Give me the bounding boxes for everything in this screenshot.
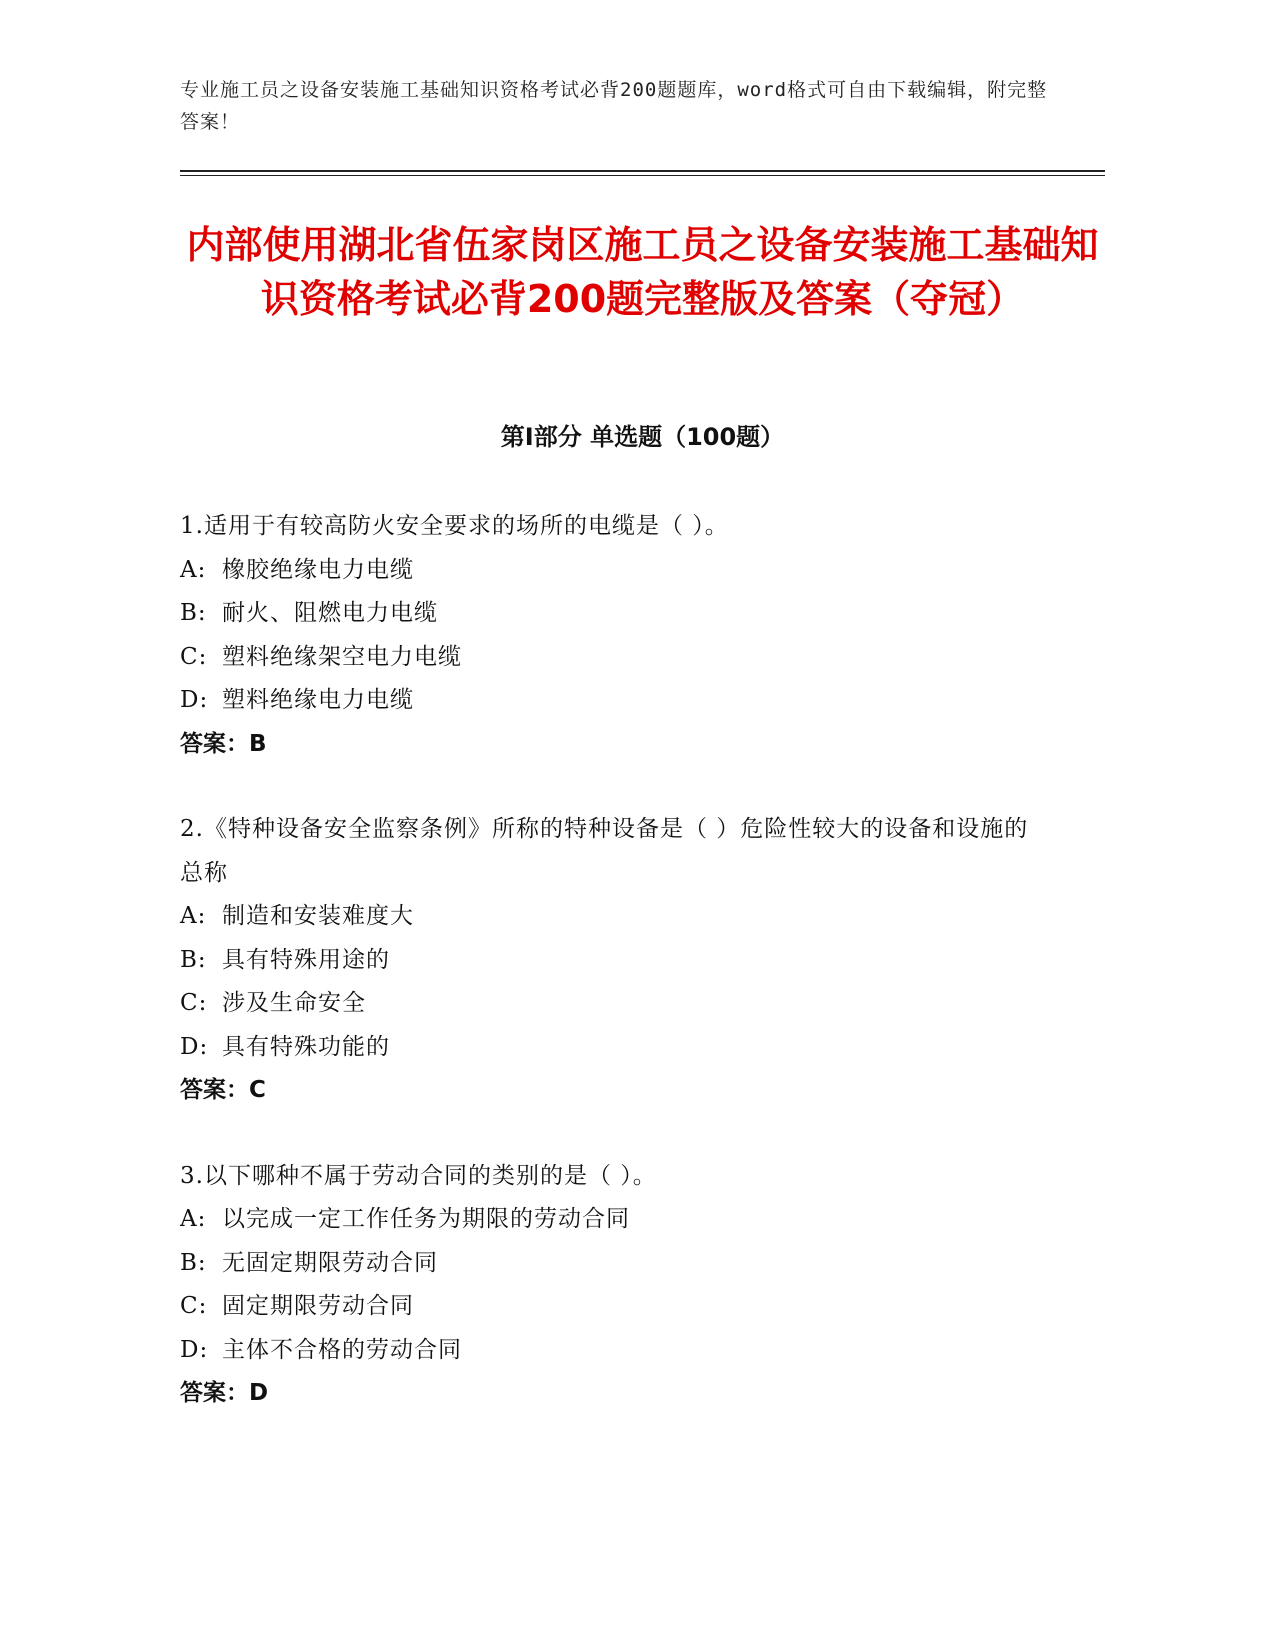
section-heading: 第Ⅰ部分 单选题（100题）	[500, 423, 785, 451]
answer-line: 答案：D	[180, 1380, 269, 1406]
answer-line: 答案：C	[180, 1077, 266, 1103]
option-b	[180, 939, 1040, 983]
question-1	[180, 505, 1040, 766]
option-c	[180, 982, 1040, 1026]
option-letter: D:	[180, 687, 209, 713]
option-letter: A:	[180, 903, 207, 929]
option-b	[180, 592, 1040, 636]
option-letter: C:	[180, 990, 208, 1016]
option-text: 无固定期限劳动合同	[222, 1249, 438, 1276]
question-3	[180, 1155, 1040, 1416]
option-text: 制造和安装难度大	[222, 903, 414, 929]
option-a	[180, 895, 1040, 939]
option-a	[180, 1198, 1040, 1242]
option-c	[180, 1285, 1040, 1329]
option-text: 具有特殊用途的	[222, 946, 390, 973]
question-list	[180, 505, 1040, 1458]
question-stem: 3.以下哪种不属于劳动合同的类别的是（ ）。	[180, 1162, 657, 1189]
option-text: 主体不合格的劳动合同	[222, 1336, 462, 1363]
option-text: 塑料绝缘电力电缆	[222, 687, 414, 713]
option-letter: B:	[180, 1249, 207, 1276]
option-d	[180, 679, 1040, 723]
option-text: 耐火、阻燃电力电缆	[222, 600, 438, 626]
header-divider-thin	[180, 175, 1105, 176]
answer-line: 答案：B	[180, 730, 267, 757]
question-2	[180, 808, 1040, 1113]
header-divider	[180, 170, 1105, 172]
question-stem: 1.适用于有较高防火安全要求的场所的电缆是（ ）。	[180, 513, 729, 539]
option-letter: B:	[180, 600, 207, 626]
option-text: 固定期限劳动合同	[222, 1293, 414, 1319]
question-stem: 2.《特种设备安全监察条例》所称的特种设备是（ ）危险性较大的设备和设施的总称	[180, 816, 1029, 886]
option-letter: C:	[180, 643, 208, 670]
option-d	[180, 1329, 1040, 1373]
option-text: 涉及生命安全	[222, 990, 366, 1016]
option-letter: A:	[180, 556, 207, 583]
option-c	[180, 636, 1040, 680]
option-letter: D:	[180, 1033, 209, 1060]
option-b	[180, 1242, 1040, 1286]
option-text: 塑料绝缘架空电力电缆	[222, 643, 462, 670]
document-title: 内部使用湖北省伍家岗区施工员之设备安装施工基础知识资格考试必背200题完整版及答案（夺冠）	[186, 223, 1099, 321]
option-text: 橡胶绝缘电力电缆	[222, 556, 414, 583]
option-d	[180, 1026, 1040, 1070]
option-letter: A:	[180, 1206, 207, 1232]
header-note: 专业施工员之设备安装施工基础知识资格考试必背200题题库，word格式可自由下载编辑，附完整答案！	[180, 79, 1048, 133]
option-letter: D:	[180, 1336, 209, 1363]
option-a	[180, 549, 1040, 593]
option-letter: C:	[180, 1293, 208, 1319]
option-letter: B:	[180, 946, 207, 973]
option-text: 以完成一定工作任务为期限的劳动合同	[222, 1206, 630, 1232]
option-text: 具有特殊功能的	[222, 1033, 390, 1060]
